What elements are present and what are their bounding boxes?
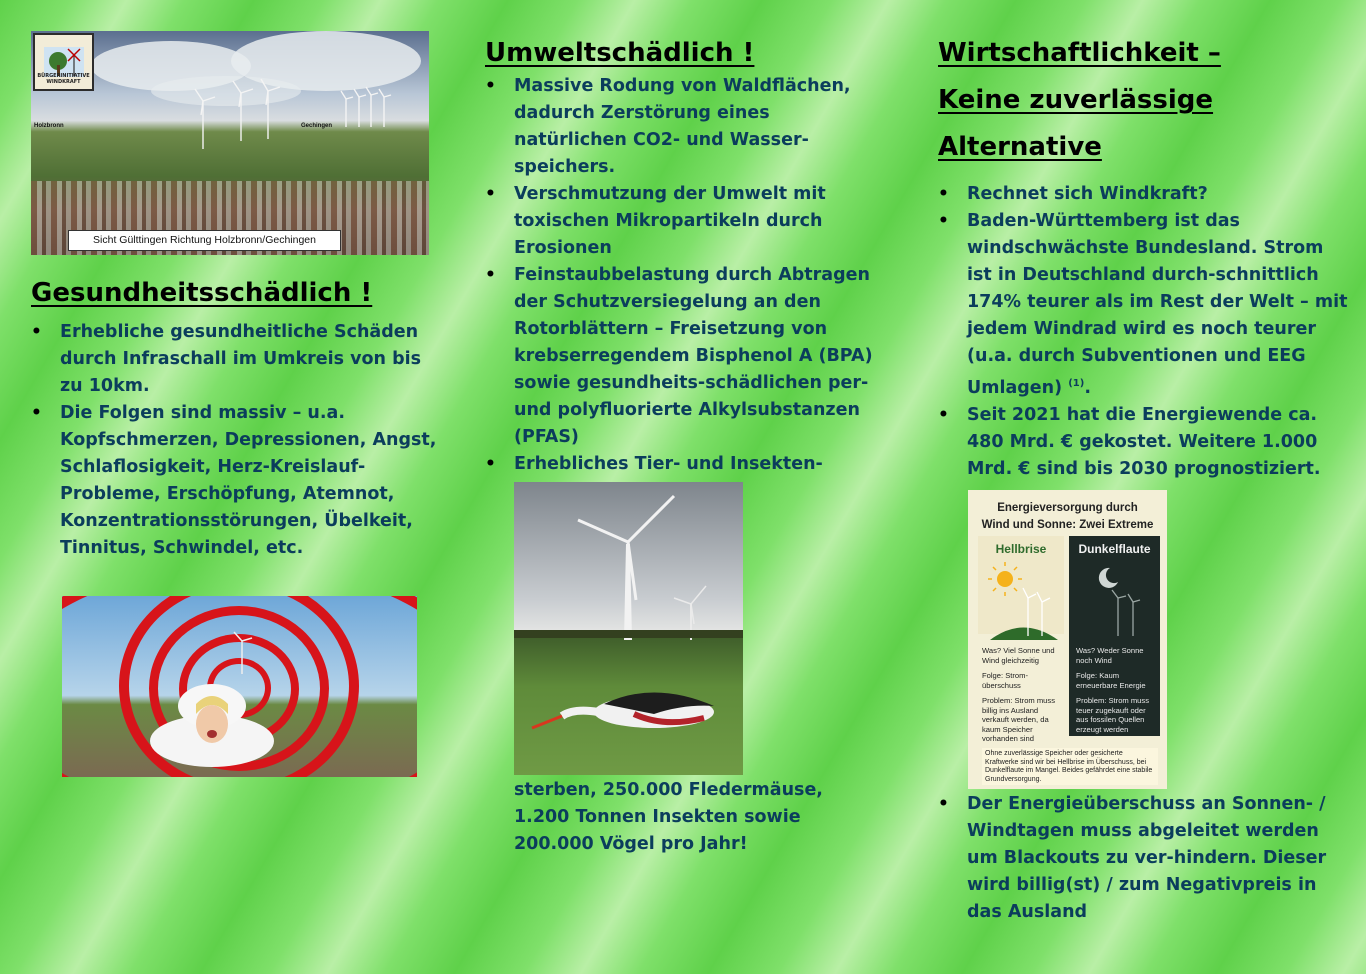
bullet-continuation: sterben, 250.000 Fledermäuse, 1.200 Tonnen Insekten sowie 200.000 Vögel pro Jahr! [514,780,823,854]
list-item: • Rechnet sich Windkraft? [938,181,1348,208]
infographic-hellbrise-dunkelflaute [968,490,1167,789]
info-right-problem: Problem: Strom muss teuer zugekauft oder aus fossilen Quellen erzeugt werden [1076,696,1150,734]
infographic-right-text [1076,646,1158,734]
list-item-text: Baden-Württemberg ist das windschwächste Bundesland. Strom ist in Deutschland durch-schnittlich 174% teurer als im Rest der Welt – mit jedem Windrad wird es noch teurer (u.a. durch Subventionen und EEG Umlagen) [967,211,1348,398]
list-item: • Verschmutzung der Umwelt mit toxischen Mikropartikeln durch Erosionen [485,181,885,262]
footnote-tail: . [1084,377,1091,398]
info-right-consequence: Folge: Kaum erneuerbare Energie [1076,671,1146,690]
initiative-logo [33,33,94,91]
list-item [938,208,1348,402]
footnote-reference: (1) [1068,378,1085,389]
photo-dead-stork [514,482,743,775]
infographic-footer: Ohne zuverlässige Speicher oder gesicherte Kraftwerke sind wir bei Hellbrise im Überschuss, bei Dunkelflaute im Mangel. Beides gefährdet eine stabile Grundversorgung. [982,748,1158,785]
turbine-and-stork-graphic [514,482,743,775]
list-item: • Seit 2021 hat die Energiewende ca. 480 Mrd. € gekostet. Weitere 1.000 Mrd. € sind bis 2030 prognostiziert. [938,402,1348,483]
infographic-right-head: Dunkelflaute [1078,542,1151,556]
infographic-title-line1: Energieversorgung durch [997,502,1138,514]
info-right-what: Was? Weder Sonne noch Wind [1076,646,1144,665]
photo-caption: Sicht Gülttingen Richtung Holzbronn/Gechingen [68,230,341,251]
info-left-consequence: Folge: Strom-überschuss [982,671,1028,690]
woman-with-pillow-graphic [62,596,417,777]
infographic-left-text [982,646,1066,744]
heading-gesundheit: Gesundheitsschädlich ! [31,278,373,308]
heading-umwelt: Umweltschädlich ! [485,38,755,68]
heading-wirtschaft-line3: Alternative [938,132,1102,162]
heading-wirtschaft-line1: Wirtschaftlichkeit – [938,38,1221,68]
list-item: • Die Folgen sind massiv – u.a. Kopfschmerzen, Depressionen, Angst, Schlaflosigkeit, Herz-Kreislauf-Probleme, Erschöpfung, Atemnot, Konzentrationsstörungen, Übelkeit, Tinnitus, Schwindel, etc. [31,400,441,562]
list-item: • Erhebliches Tier- und Insekten- [485,451,885,478]
economy-bullet-list-2 [938,791,1348,926]
health-bullet-list [31,319,441,562]
photo-windfarm-landscape [31,31,429,255]
heading-wirtschaft-line2: Keine zuverlässige [938,85,1214,115]
place-label-right: Gechingen [301,123,333,129]
photo-infrasound-woman [62,596,417,777]
economy-bullet-list [938,181,1348,483]
logo-text: BÜRGERINITIATIVE WINDKRAFT [37,73,90,85]
list-item: • Massive Rodung von Waldflächen, dadurch Zerstörung eines natürlichen CO2- und Wasser-speichers. [485,73,885,181]
list-item: • Feinstaubbelastung durch Abtragen der Schutzversiegelung an den Rotorblättern – Freisetzung von krebserregendem Bisphenol A (BPA) sowie gesundheits-schädlichen per- und polyfluorierte Alkylsubstanzen (PFAS) [485,262,885,451]
info-left-problem: Problem: Strom muss billig ins Ausland verkauft werden, da kaum Speicher vorhanden sind [982,696,1056,743]
infographic-title-line2: Wind und Sonne: Zwei Extreme [981,519,1154,531]
list-item: • Erhebliche gesundheitliche Schäden durch Infraschall im Umkreis von bis zu 10km. [31,319,441,400]
sun-and-moon-icons [968,490,1167,640]
environment-bullet-list [485,73,885,478]
info-left-what: Was? Viel Sonne und Wind gleichzeitig [982,646,1055,665]
place-label-left: Holzbronn [34,123,64,129]
infographic-left-head: Hellbrise [995,542,1047,556]
list-item: • Der Energieüberschuss an Sonnen- / Windtagen muss abgeleitet werden um Blackouts zu ver-hindern. Dieser wird billig(st) / zum Negativpreis in das Ausland [938,791,1348,926]
